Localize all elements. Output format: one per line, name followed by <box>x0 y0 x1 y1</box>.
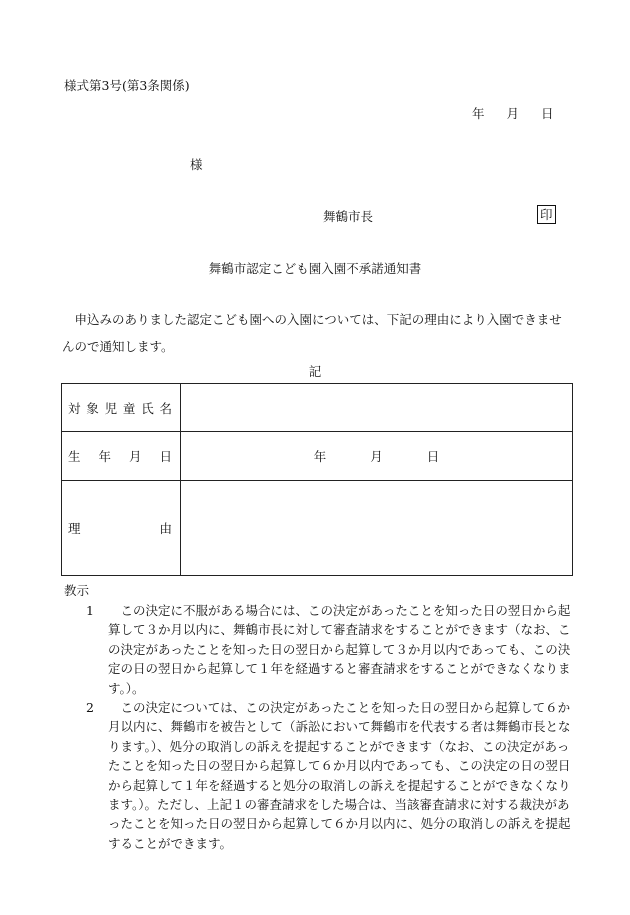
note-text: この決定については、この決定があったことを知った日の翌日から起算して６か月以内に、舞鶴市を被告として（訴訟において舞鶴市を代表する者は舞鶴市長となります。）、処分の取消しの訴えを提起することができます（なお、この決定があったことを知った日の翌日から起算して６か月以内であっても、この決定の日の翌日から起算して１年を経過すると処分の取消しの訴えを提起することができなくなります。）。ただし、上記１の審査請求をした場合は、当該審査請求に対する裁決があったことを知った日の翌日から起算して６か月以内に、処分の取消しの訴えを提起することができます。 <box>108 700 571 851</box>
child-name-label: 対 象 児 童 氏 名 <box>62 384 181 432</box>
reason-label: 理 由 <box>62 481 181 576</box>
issuer-name: 舞鶴市長 <box>323 209 374 224</box>
ki-marker: 記 <box>308 364 322 379</box>
table-row-reason <box>62 481 573 576</box>
addressee-suffix: 様 <box>190 157 203 172</box>
list-item <box>62 601 574 698</box>
list-item <box>62 698 574 853</box>
instructions-list <box>62 601 574 853</box>
instructions-heading: 教示 <box>64 583 90 598</box>
info-table <box>61 383 573 576</box>
child-name-field[interactable] <box>181 384 573 432</box>
document-title: 舞鶴市認定こども園入園不承諾通知書 <box>208 261 422 276</box>
reason-field[interactable] <box>181 481 573 576</box>
note-number: 2 <box>86 700 94 716</box>
issue-date-line <box>472 104 554 122</box>
date-day: 日 <box>541 106 554 121</box>
date-year: 年 <box>472 106 485 121</box>
table-row-birthdate <box>62 432 573 481</box>
form-number: 様式第3号(第3条関係) <box>64 78 190 93</box>
table-row-child-name <box>62 384 573 432</box>
birthdate-label: 生 年 月 日 <box>62 432 181 481</box>
body-text: 申込みのありました認定こども園への入園については、下記の理由により入園できませんので通知します。 <box>62 312 562 354</box>
seal-mark: 印 <box>537 205 556 224</box>
date-month: 月 <box>506 106 520 121</box>
birthdate-field[interactable]: 年 月 日 <box>181 432 573 481</box>
note-text: この決定に不服がある場合には、この決定があったことを知った日の翌日から起算して３か月以内に、舞鶴市長に対して審査請求をすることができます（なお、この決定があったことを知った日の翌日から起算して３か月以内であっても、この決定の日の翌日から起算して１年を経過すると審査請求をすることができなくなります。）。 <box>108 603 571 696</box>
note-number: 1 <box>86 603 94 618</box>
